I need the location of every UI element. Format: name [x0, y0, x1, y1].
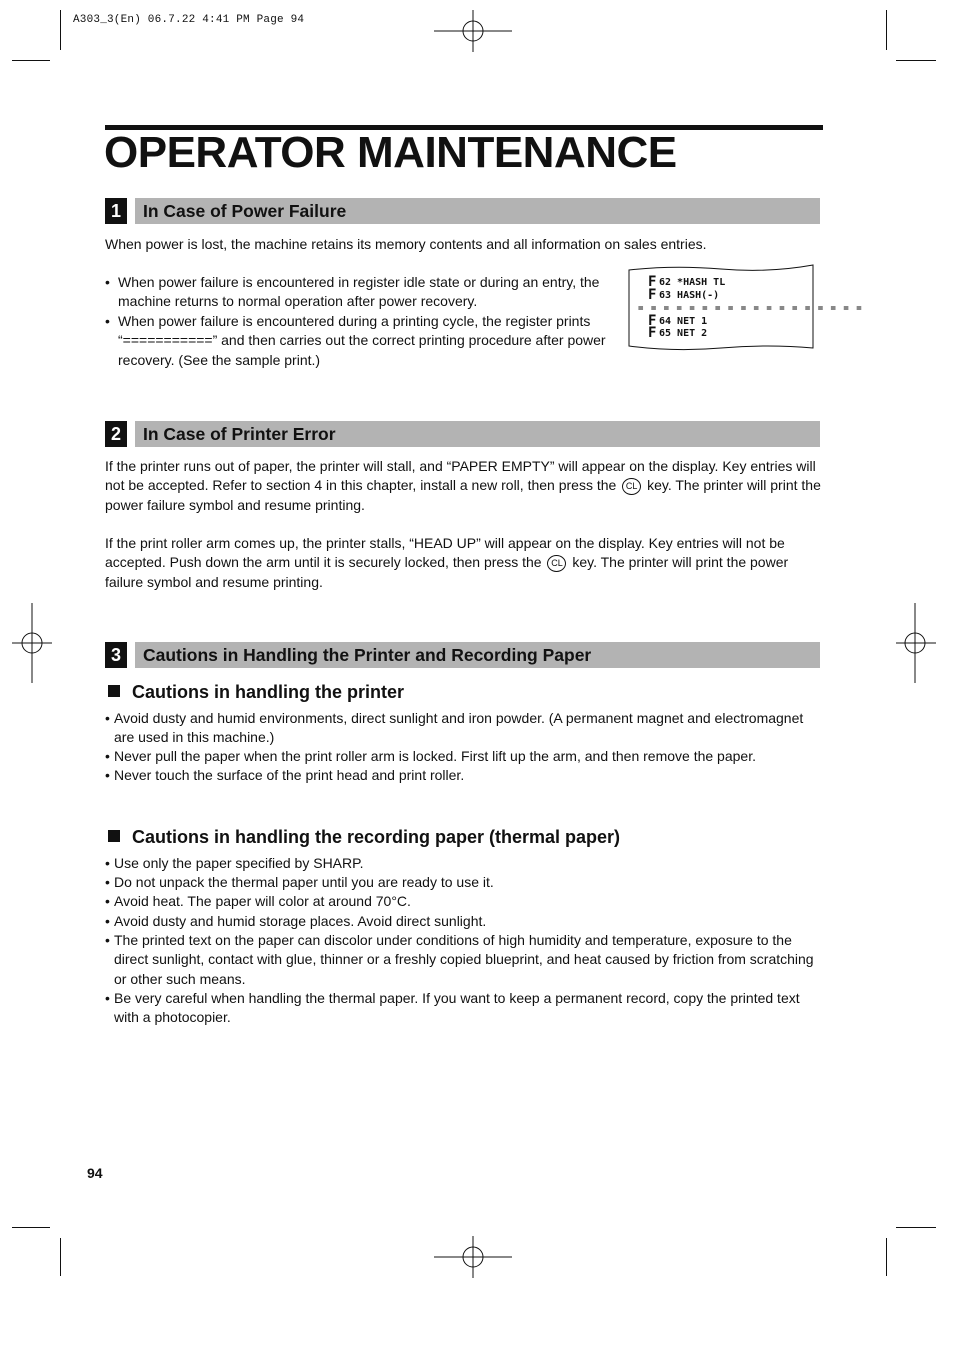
page-number: 94 [87, 1165, 103, 1181]
square-bullet-icon [108, 685, 120, 697]
section-2-header [105, 421, 820, 447]
subheading-paper: Cautions in handling the recording paper (thermal paper) [108, 827, 620, 848]
list-item: • When power failure is encountered in register idle state or during an entry, the machine returns to normal operation after power recovery. [105, 274, 600, 310]
registration-mark-top [434, 10, 514, 52]
print-slug: A303_3(En) 06.7.22 4:41 PM Page 94 [73, 14, 305, 26]
receipt-f-key: F [648, 313, 657, 329]
cl-key-icon: CL [622, 478, 641, 495]
section-number: 2 [105, 421, 127, 447]
registration-mark-bottom [434, 1236, 514, 1278]
receipt-line: 64 NET 1 [659, 316, 708, 327]
section-3-header [105, 642, 820, 668]
list-item: • Be very careful when handling the thermal paper. If you want to keep a permanent record, copy the printed text with a photocopier. [105, 990, 800, 1026]
receipt-line: 62 *HASH TL [659, 277, 726, 288]
subheading-printer: Cautions in handling the printer [108, 682, 404, 703]
section-heading: In Case of Power Failure [135, 198, 820, 224]
list-item: • When power failure is encountered during a printing cycle, the register prints “===========” and then carries out the correct printing procedure after power recovery. (See the sample print.) [105, 313, 606, 368]
list-item: • Use only the paper specified by SHARP. [105, 855, 364, 871]
section-heading: In Case of Printer Error [135, 421, 820, 447]
receipt-power-failure-line: = = = = = = = = = = = = = = = = = = [638, 304, 863, 314]
printer-error-paragraph-1: If the printer runs out of paper, the printer will stall, and “PAPER EMPTY” will appear on the display. Key entries will not be accepted. Refer to section 4 in this chapter, install a new roll, then press the CL key. The printer will print the power failure symbol and resume printing. [105, 458, 821, 513]
section-1-header [105, 198, 820, 224]
list-item: • Avoid dusty and humid storage places. Avoid direct sunlight. [105, 913, 487, 929]
sample-print-receipt [628, 264, 863, 350]
cl-key-icon: CL [547, 555, 566, 572]
section-1-intro: When power is lost, the machine retains its memory contents and all information on sales entries. [105, 236, 707, 252]
list-item: • Never touch the surface of the print head and print roller. [105, 767, 465, 783]
receipt-f-key: F [648, 287, 657, 303]
section-number: 1 [105, 198, 127, 224]
section-heading: Cautions in Handling the Printer and Recording Paper [135, 642, 820, 668]
registration-mark-left [12, 603, 52, 683]
square-bullet-icon [108, 830, 120, 842]
list-item: • Avoid heat. The paper will color at around 70°C. [105, 893, 411, 909]
receipt-line: 63 HASH(-) [659, 290, 720, 301]
list-item: • Never pull the paper when the print roller arm is locked. First lift up the arm, and then remove the paper. [105, 748, 756, 764]
bullet-marker: • [105, 274, 110, 290]
section-number: 3 [105, 642, 127, 668]
registration-mark-right [896, 603, 936, 683]
receipt-f-key: F [648, 325, 657, 341]
bullet-marker: • [105, 313, 110, 329]
list-item: • Avoid dusty and humid environments, direct sunlight and iron powder. (A permanent magnet and electromagnet are used in this machine.) [105, 710, 804, 746]
receipt-line: 65 NET 2 [659, 328, 708, 339]
list-item: • The printed text on the paper can discolor under conditions of high humidity and temperature, exposure to the direct sunlight, contact with glue, thinner or a freshly copied blueprint, and heat caused by friction from scratching or other such means. [105, 932, 814, 987]
page-title: OPERATOR MAINTENANCE [104, 128, 677, 177]
list-item: • Do not unpack the thermal paper until you are ready to use it. [105, 874, 494, 890]
receipt-f-key: F [648, 274, 657, 290]
printer-error-paragraph-2: If the print roller arm comes up, the printer stalls, “HEAD UP” will appear on the display. Key entries will not be accepted. Push down the arm until it is securely locked, then press the CL key. The printer will print the power failure symbol and resume printing. [105, 535, 789, 590]
